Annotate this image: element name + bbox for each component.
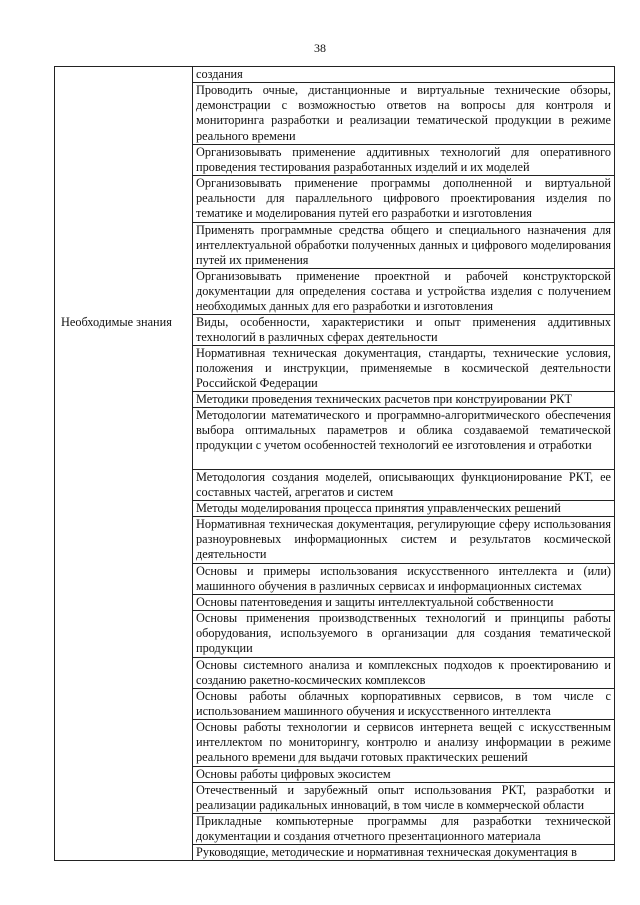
cell-text: Основы системного анализа и комплексных подходов к проектированию и созданию ракетно-космических комплексов: [196, 658, 611, 688]
cell-text: Нормативная техническая документация, стандарты, технические условия, положения и инструкции, применяемые в космической деятельности Российской Федерации: [196, 346, 611, 391]
table-row: [193, 269, 614, 315]
table-row: [193, 145, 614, 176]
table-row: [193, 814, 614, 845]
cell-text: Нормативная техническая документация, регулирующие сферу использования разноуровневых информационных систем и результатов космической деятельности: [196, 517, 611, 562]
cell-text: Основы работы технологии и сервисов интернета вещей с искусственным интеллектом по мониторингу, контролю и анализу информации в режиме реального времени для выдачи готовых практических решений: [196, 720, 611, 765]
cell-text: Руководящие, методические и нормативная техническая документация в: [196, 845, 577, 859]
cell-text: Применять программные средства общего и специального назначения для интеллектуальной обработки полученных данных и цифрового моделирования путей их применения: [196, 223, 611, 268]
table-row: [193, 392, 614, 408]
cell-text: создания: [196, 67, 243, 81]
page-number: 38: [314, 41, 326, 55]
table-row: [193, 501, 614, 517]
table-row: [193, 720, 614, 767]
table-row: [193, 595, 614, 611]
cell-text: Организовывать применение аддитивных технологий для оперативного проведения тестирования разработанных изделий и их моделей: [196, 145, 611, 175]
table-row: [193, 315, 614, 346]
cell-text: Прикладные компьютерные программы для разработки технической документации и создания отчетного презентационного материала: [196, 814, 611, 844]
table-row: [193, 470, 614, 501]
cell-text: Методики проведения технических расчетов при конструировании РКТ: [196, 392, 573, 406]
cell-text: Методология создания моделей, описывающих функционирование РКТ, ее составных частей, агрегатов и систем: [196, 470, 611, 500]
table-row: [193, 845, 614, 861]
table-row: [193, 408, 614, 470]
cell-text: Виды, особенности, характеристики и опыт применения аддитивных технологий в различных сферах деятельности: [196, 315, 611, 345]
table-row: [193, 517, 614, 564]
table-row: [193, 767, 614, 783]
table-row: [193, 783, 614, 814]
cell-text: Отечественный и зарубежный опыт использования РКТ, разработки и реализации радикальных инноваций, в том числе в коммерческой области: [196, 783, 611, 813]
cell-text: Основы работы цифровых экосистем: [196, 767, 391, 781]
cell-text: Проводить очные, дистанционные и виртуальные технические обзоры, демонстрации с возможностью ответов на вопросы для контроля и мониторинга разработки и реализации тематической продукции в режиме реального времени: [196, 83, 611, 143]
section-label-knowledge: Необходимые знания: [61, 315, 172, 329]
competency-table: [54, 66, 615, 861]
cell-text: Основы работы облачных корпоративных сервисов, в том числе с использованием машинного обучения и искусственного интеллекта: [196, 689, 611, 719]
cell-text: Методологии математического и программно-алгоритмического обеспечения выбора оптимальных параметров и облика создаваемой тематической продукции с учетом особенностей технологий ее изготовления и отработки: [196, 408, 611, 453]
table-row: [193, 83, 614, 145]
table-row: [193, 564, 614, 595]
table-row: [193, 67, 614, 83]
table-row: [193, 176, 614, 223]
cell-text: Организовывать применение программы дополненной и виртуальной реальности для параллельного цифрового проектирования изделия по тематике и моделирования путей его разработки и изготовления: [196, 176, 611, 221]
table-row: [193, 223, 614, 269]
cell-text: Основы и примеры использования искусственного интеллекта и (или) машинного обучения в различных сервисах и информационных системах: [196, 564, 611, 594]
cell-text: Методы моделирования процесса принятия управленческих решений: [196, 501, 561, 515]
table-row: [193, 346, 614, 392]
cell-text: Основы патентоведения и защиты интеллектуальной собственности: [196, 595, 554, 609]
cell-text: Организовывать применение проектной и рабочей конструкторской документации для определения состава и устройства изделия с получением необходимых данных для его разработки и изготовления: [196, 269, 611, 314]
table-row: [193, 611, 614, 658]
table-row: [193, 658, 614, 689]
table-row: [193, 689, 614, 720]
cell-text: Основы применения производственных технологий и принципы работы оборудования, используемого в организации для создания тематической продукции: [196, 611, 611, 656]
